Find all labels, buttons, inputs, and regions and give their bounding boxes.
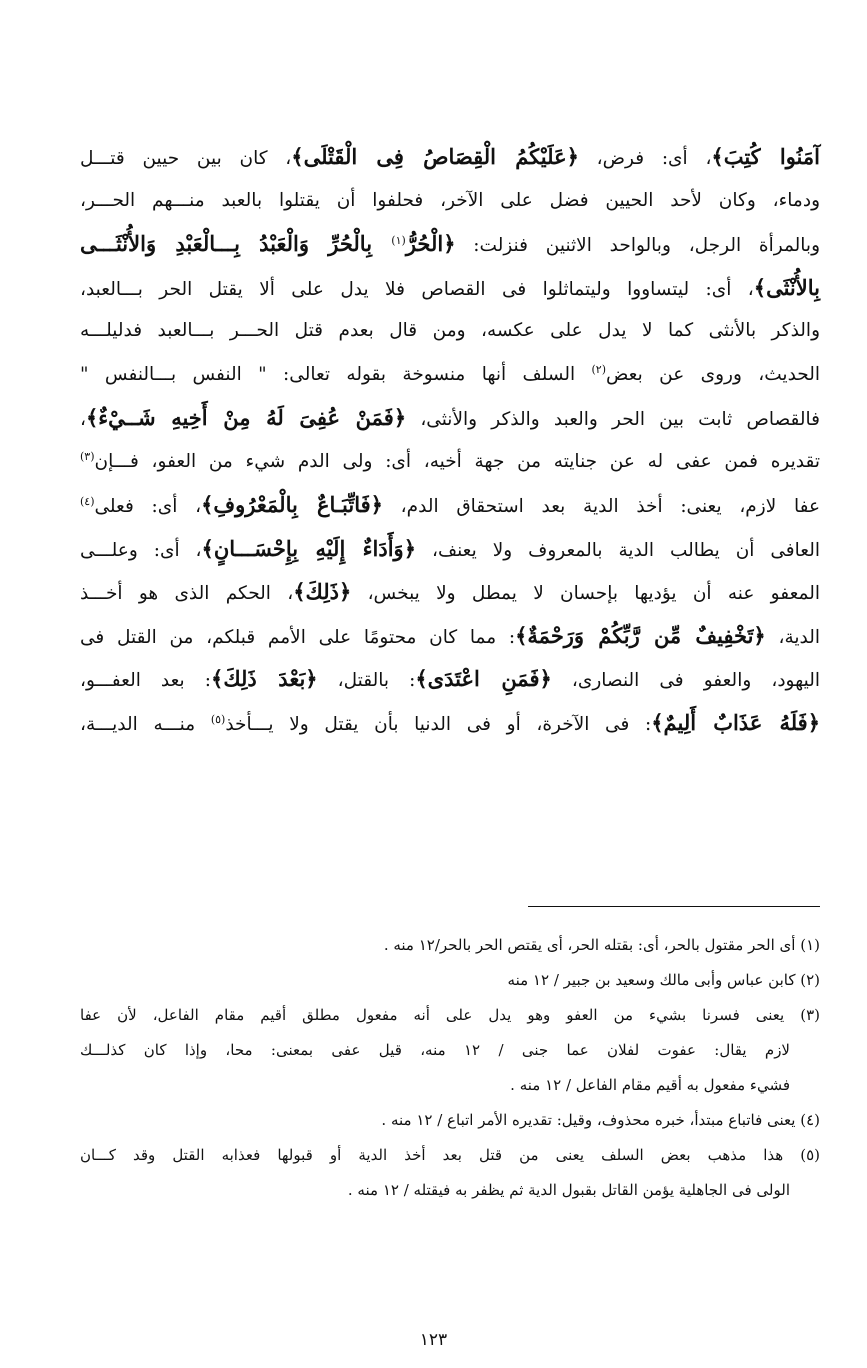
- body-line: [80, 179, 820, 223]
- body-text: العافى أن يطالب الدية بالمعروف ولا يعنف،: [416, 539, 820, 561]
- footnote-line: فشيء مفعول به أقيم مقام الفاعل / ١٢ منه .: [510, 1076, 790, 1094]
- quran-verse: آمَنُوا كُتِبَ﴾: [711, 144, 820, 169]
- body-line: [80, 266, 820, 310]
- body-text: تقديره فمن عفى له عن جنايته من جهة أخيه، أى: ولى الدم شيء من العفو، فـــإن: [94, 450, 820, 472]
- quran-verse: بِالأُنْثَى﴾: [753, 274, 820, 300]
- main-body-text: [80, 135, 820, 744]
- body-text: منـــه الديـــة،: [80, 713, 211, 735]
- body-text: ، الحكم الذى هو أخـــذ: [80, 583, 294, 604]
- body-text: : فى الآخرة، أو فى الدنيا بأن يقتل ولا يـــأخذ: [225, 713, 652, 735]
- body-text: فالقصاص ثابت بين الحر والعبد والذكر والأنثى،: [406, 409, 820, 430]
- body-text: ، كان بين حيين قتـــل: [80, 148, 292, 169]
- body-line: [80, 135, 820, 179]
- quran-verse: ﴿عَلَيْكُمُ الْقِصَاصُ فِى الْقَتْلَى﴾: [291, 144, 579, 169]
- body-line: [80, 701, 820, 745]
- footnote-line: (٢) كابن عباس وأبى مالك وسعيد بن جبير / ١٢ منه: [507, 971, 820, 989]
- body-text: : بالقتل،: [317, 670, 416, 691]
- body-text: الحديث، وروى عن بعض: [606, 363, 820, 385]
- body-text: ، أى: ليتساووا وليتماثلوا فى القصاص فلا يدل على ألا يقتل الحر بـــالعبد،: [80, 278, 754, 300]
- footnote: [80, 963, 820, 998]
- body-line: [80, 570, 820, 614]
- footnote: [80, 1138, 820, 1208]
- footnote-marker: (١): [391, 233, 406, 247]
- body-text: عفا لازم، يعنى: أخذ الدية بعد استحقاق الدم،: [382, 496, 820, 517]
- body-text: وبالمرأة الرجل، وبالواحد الاثنين فنزلت:: [455, 235, 820, 256]
- body-line: [80, 657, 820, 701]
- footnote-marker: (٤): [80, 494, 95, 508]
- quran-verse: ﴿فَاتِّبَـاعٌ بِالْمَعْرُوفِ﴾: [201, 492, 383, 517]
- page-number: ١٢٣: [419, 1330, 448, 1350]
- body-text: ، أى: فرض،: [578, 148, 712, 169]
- quran-verse: بِالْحُرِّ وَالْعَبْدُ بِـــالْعَبْدِ وَالأُنْثَـــى: [80, 231, 392, 256]
- footnote-line: (٥) هذا مذهب بعض السلف يعنى من قتل بعد أخذ الدية أو قبولها فعذابه القتل وقد كـــان: [80, 1146, 820, 1164]
- body-line: [80, 527, 820, 571]
- footnote-marker: (٢): [591, 362, 606, 376]
- quran-verse: ﴿فَمَنْ عُفِىَ لَهُ مِنْ أَخِيهِ شَــيْءٌ﴾: [85, 405, 407, 430]
- quran-verse: ﴿فَمَنِ اعْتَدَى﴾: [415, 666, 552, 691]
- footnotes-section: [80, 928, 820, 1208]
- quran-verse: ﴿فَلَهُ عَذَابٌ أَلِيمٌ﴾: [651, 709, 821, 735]
- body-text: اليهود، والعفو فى النصارى،: [551, 670, 820, 691]
- body-line: [80, 222, 820, 266]
- body-text: الدية،: [765, 626, 821, 648]
- quran-verse: ﴿تَخْفِيفٌ مِّن رَّبِّكُمْ وَرَحْمَةٌ﴾: [515, 622, 766, 648]
- footnote-line: (١) أى الحر مقتول بالحر، أى: بقتله الحر، أى يقتص الحر بالحر/١٢ منه .: [383, 936, 820, 954]
- footnote: [80, 998, 820, 1103]
- footnote-line: (٤) يعنى فاتباع مبتدأ، خبره محذوف، وقيل: تقديره الأمر اتباع / ١٢ منه .: [381, 1111, 820, 1129]
- footnote-line: لازم يقال: عفوت لفلان عما جنى / ١٢ منه، قيل عفى بمعنى: محا، وإذا كان كذلـــك: [80, 1041, 790, 1059]
- body-text: والذكر بالأنثى كما لا يدل على عكسه، ومن قال بعدم قتل الحـــر بـــالعبد فدليلـــه: [80, 320, 820, 341]
- footnote: [80, 928, 820, 963]
- footnote-line: (٣) يعنى فسرنا بشيء من العفو وهو يدل على أنه مفعول مطلق أقيم مقام الفاعل، لأن عفا: [80, 1006, 820, 1024]
- body-text: : بعد العفـــو،: [80, 670, 212, 691]
- footnote-divider: [528, 906, 820, 907]
- body-text: ،: [80, 409, 86, 430]
- body-line: [80, 396, 820, 440]
- body-line: [80, 353, 820, 397]
- quran-verse: ﴿بَعْدَ ذَلِكَ﴾: [211, 666, 318, 691]
- body-line: [80, 440, 820, 484]
- body-text: : مما كان محتومًا على الأمم قبلكم، من القتل فى: [80, 626, 516, 648]
- body-line: [80, 483, 820, 527]
- footnote-line: الولى فى الجاهلية يؤمن القاتل بقبول الدية ثم يظفر به فيقتله / ١٢ منه .: [347, 1181, 790, 1199]
- body-text: ودماء، وكان لأحد الحيين فضل على الآخر، فحلفوا أن يقتلوا بالعبد منـــهم الحـــر،: [80, 189, 820, 211]
- body-line: [80, 614, 820, 658]
- footnote-marker: (٣): [80, 449, 95, 463]
- body-text: السلف أنها منسوخة بقوله تعالى: " النفس بـــالنفس ": [80, 363, 592, 385]
- footnote: [80, 1103, 820, 1138]
- quran-verse: ﴿وَأَدَاءٌ إِلَيْهِ بِإِحْسَـــانٍ﴾: [201, 535, 417, 561]
- body-text: المعفو عنه أن يؤديها بإحسان لا يمطل ولا يبخس،: [351, 583, 820, 604]
- body-text: ، أى: فعلى: [94, 496, 202, 517]
- quran-verse: ﴿الْحُرُّ: [405, 231, 456, 256]
- body-line: [80, 309, 820, 353]
- footnote-marker: (٥): [210, 712, 226, 726]
- quran-verse: ﴿ذَلِكَ﴾: [293, 579, 352, 604]
- body-text: ، أى: وعلـــى: [80, 539, 202, 561]
